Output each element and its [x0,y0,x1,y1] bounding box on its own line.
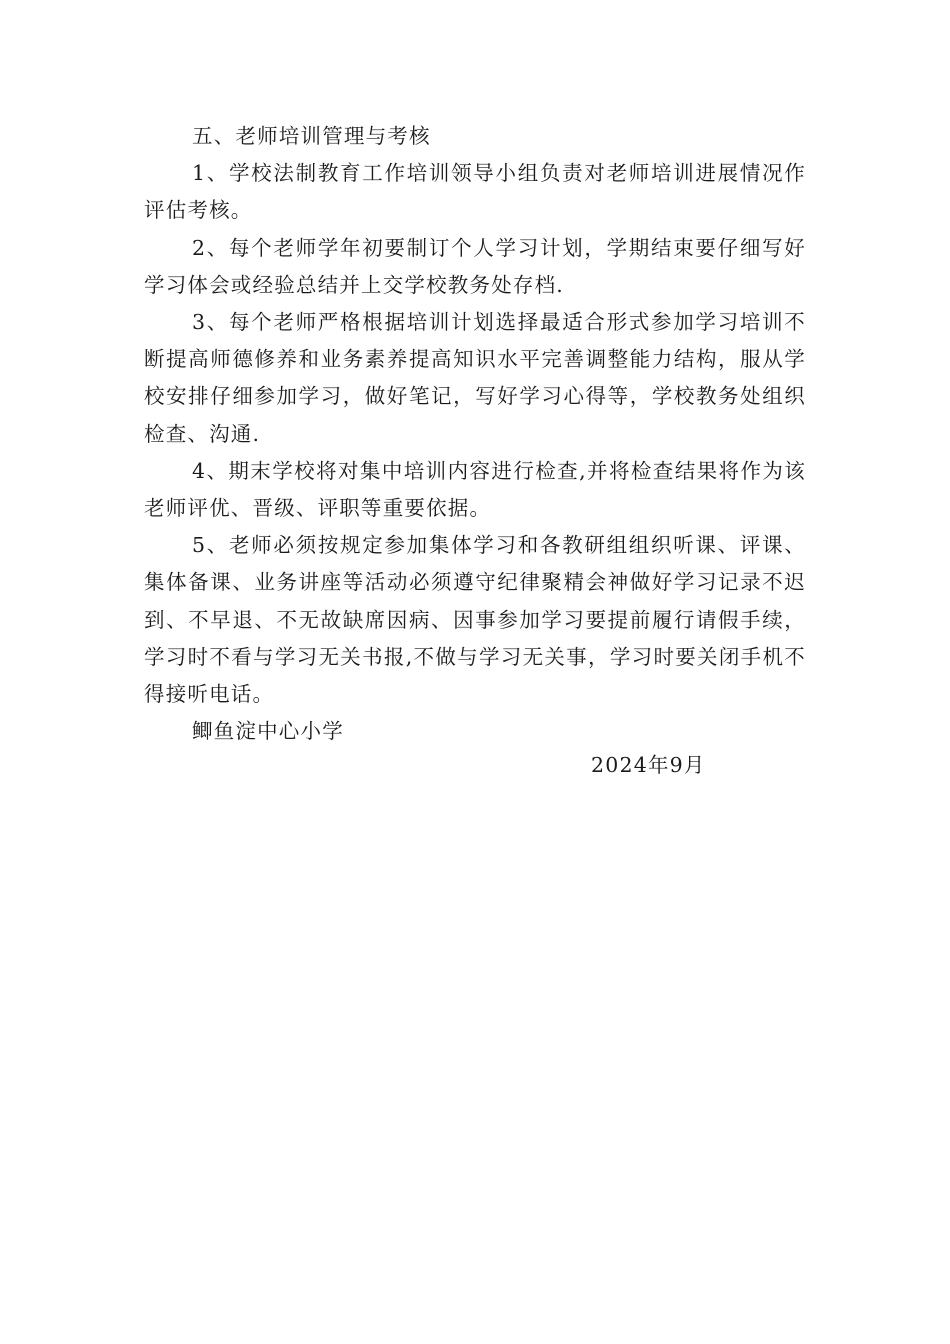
paragraph-3: 3、每个老师严格根据培训计划选择最适合形式参加学习培训不断提高师德修养和业务素养提高知识水平完善调整能力结构，服从学校安排仔细参加学习，做好笔记，写好学习心得等，学校教务处组织检查、沟通. [144,310,806,446]
paragraph-4: 4、期末学校将对集中培训内容进行检查,并将检查结果将作为该老师评优、晋级、评职等重要依据。 [144,458,806,521]
signature-school: 鲫鱼淀中心小学 [192,719,344,744]
document-body [144,118,806,750]
paragraph-1: 1、学校法制教育工作培训领导小组负责对老师培训进展情况作评估考核。 [144,161,806,223]
paragraph-5: 5、老师必须按规定参加集体学习和各教研组组织听课、评课、集体备课、业务讲座等活动必须遵守纪律聚精会神做好学习记录不迟到、不早退、不无故缺席因病、因事参加学习要提前履行请假手续，学习时不看与学习无关书报,不做与学习无关事，学习时要关闭手机不得接听电话。 [144,533,806,707]
paragraph-2: 2、每个老师学年初要制订个人学习计划，学期结束要仔细写好学习体会或经验总结并上交学校教务处存档. [144,235,806,297]
section-heading: 五、老师培训管理与考核 [192,124,431,148]
document-date: 2024年9月 [591,753,706,777]
